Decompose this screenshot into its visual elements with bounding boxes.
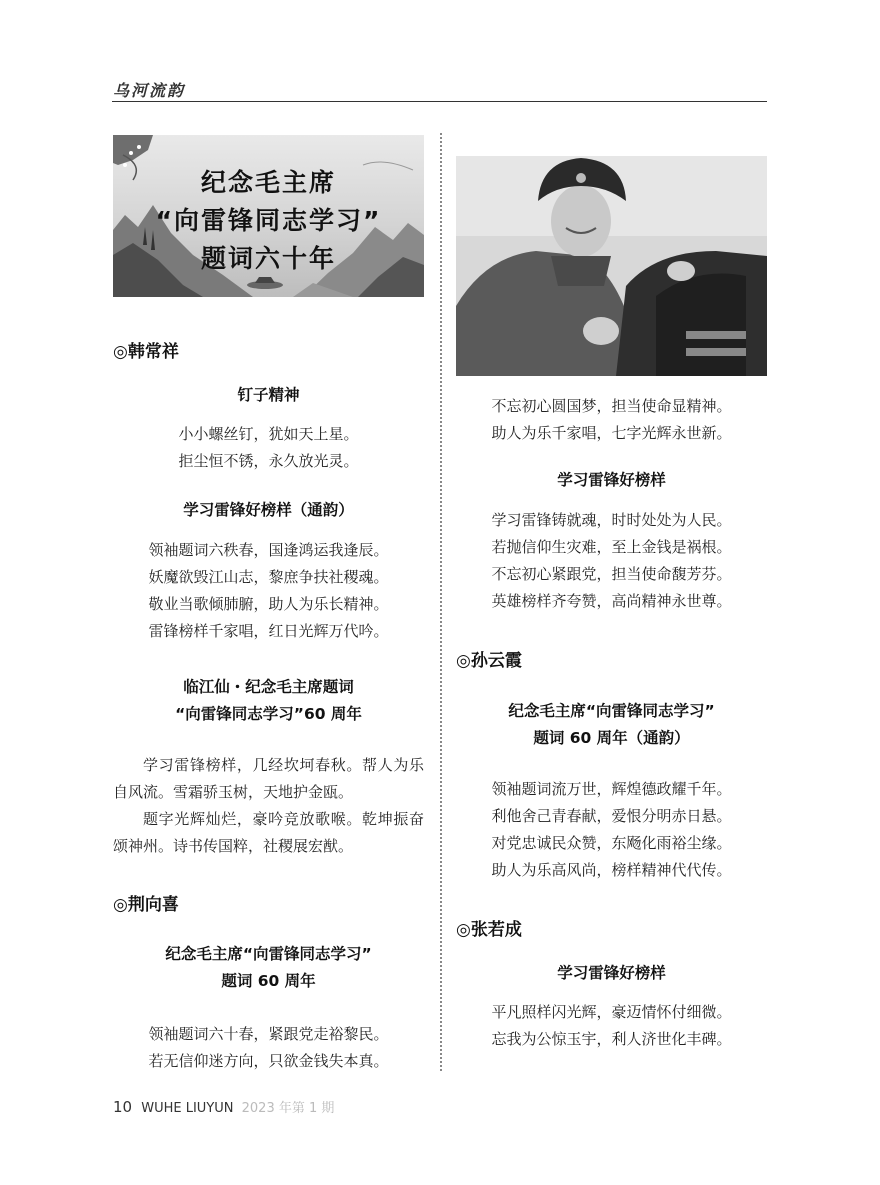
poem-title-line: 纪念毛主席“向雷锋同志学习” <box>508 702 715 720</box>
poem-title-linjiangxian <box>113 674 424 728</box>
author-zhang-ruocheng: ◎张若成 <box>456 920 522 940</box>
page-footer <box>113 1097 334 1116</box>
verse-line: 领袖题词六十春，紧跟党走裕黎民。 <box>148 1025 389 1043</box>
poem-body-learn-leifeng-3 <box>456 999 767 1053</box>
poem-title-nail-spirit: 钉子精神 <box>237 386 300 404</box>
poem-body-learn-leifeng <box>113 537 424 645</box>
verse-line: 拒尘恒不锈，永久放光灵。 <box>178 452 359 470</box>
lei-feng-photo <box>456 156 767 376</box>
poem-title-commemorate <box>113 941 424 995</box>
header-rule <box>112 101 767 102</box>
column-divider <box>440 133 442 1071</box>
poem-title-line: 纪念毛主席“向雷锋同志学习” <box>165 945 372 963</box>
verse-line: 敬业当歌倾肺腑，助人为乐长精神。 <box>148 595 389 613</box>
poem-title-learn-leifeng: 学习雷锋好榜样（通韵） <box>183 501 354 519</box>
verse-line: 雷锋榜样千家唱，红日光辉万代吟。 <box>148 622 389 640</box>
prose-paragraph: 学习雷锋榜样，几经坎坷春秋。帮人为乐自风流。雪霜骄玉树，天地护金瓯。 <box>113 756 424 801</box>
magazine-name: WUHE LIUYUN <box>141 1101 234 1116</box>
verse-line: 助人为乐高风尚，榜样精神代代传。 <box>491 861 732 879</box>
banner-line-1: 纪念毛主席 <box>200 168 336 197</box>
page-number: 10 <box>113 1098 133 1116</box>
verse-line: 英雄榜样齐夸赞，高尚精神永世尊。 <box>491 592 732 610</box>
author-jing-xiangxi: ◎荆向喜 <box>113 895 179 915</box>
poem-title-line: 临江仙・纪念毛主席题词 <box>183 678 354 696</box>
poem-title-learn-leifeng-2: 学习雷锋好榜样 <box>557 471 666 489</box>
poem-title-commemorate-2 <box>456 698 767 752</box>
verse-line: 学习雷锋铸就魂，时时处处为人民。 <box>491 511 732 529</box>
verse-line: 不忘初心圆国梦，担当使命显精神。 <box>491 397 732 415</box>
banner-line-3: 题词六十年 <box>200 244 336 273</box>
prose-paragraph: 题字光辉灿烂，豪吟竞放歌喉。乾坤振奋颂神州。诗书传国粹，社稷展宏猷。 <box>113 810 424 855</box>
poem-title-learn-leifeng-3: 学习雷锋好榜样 <box>557 964 666 982</box>
verse-line: 平凡照样闪光辉，豪迈情怀付细微。 <box>491 1003 732 1021</box>
poem-title-line: 题词 60 周年 <box>221 972 316 990</box>
author-han-changxiang: ◎韩常祥 <box>113 342 179 362</box>
verse-line: 小小螺丝钉，犹如天上星。 <box>178 425 359 443</box>
verse-line: 助人为乐千家唱，七字光辉永世新。 <box>491 424 732 442</box>
title-banner <box>113 135 424 297</box>
verse-line: 利他舍己青春献，爱恨分明赤日悬。 <box>491 807 732 825</box>
portrait-image <box>456 156 767 376</box>
verse-line: 领袖题词流万世，辉煌德政耀千年。 <box>491 780 732 798</box>
poem-body-nail-spirit <box>113 421 424 475</box>
verse-line: 若抛信仰生灾难，至上金钱是祸根。 <box>491 538 732 556</box>
poem-body-commemorate <box>113 1021 424 1075</box>
poem-body-continued <box>456 393 767 447</box>
verse-line: 不忘初心紧跟党，担当使命馥芳芬。 <box>491 565 732 583</box>
verse-line: 妖魔欲毁江山志，黎庶争扶社稷魂。 <box>148 568 389 586</box>
poem-body-learn-leifeng-2 <box>456 507 767 615</box>
poem-body-commemorate-2 <box>456 776 767 884</box>
verse-line: 若无信仰迷方向，只欲金钱失本真。 <box>148 1052 389 1070</box>
poem-body-linjiangxian <box>113 752 424 860</box>
poem-title-line: 题词 60 周年（通韵） <box>533 729 690 747</box>
poem-title-line: “向雷锋同志学习”60 周年 <box>175 705 362 723</box>
verse-line: 对党忠诚民众赞，东飏化雨裕尘缘。 <box>491 834 732 852</box>
banner-line-2: “向雷锋同志学习” <box>155 206 382 235</box>
issue-label: 2023 年第 1 期 <box>241 1101 335 1116</box>
author-sun-yunxia: ◎孙云霞 <box>456 651 522 671</box>
column-title: 乌河流韵 <box>113 81 186 100</box>
verse-line: 领袖题词六秩春，国逢鸿运我逢辰。 <box>148 541 389 559</box>
verse-line: 忘我为公惊玉宇，利人济世化丰碑。 <box>491 1030 732 1048</box>
